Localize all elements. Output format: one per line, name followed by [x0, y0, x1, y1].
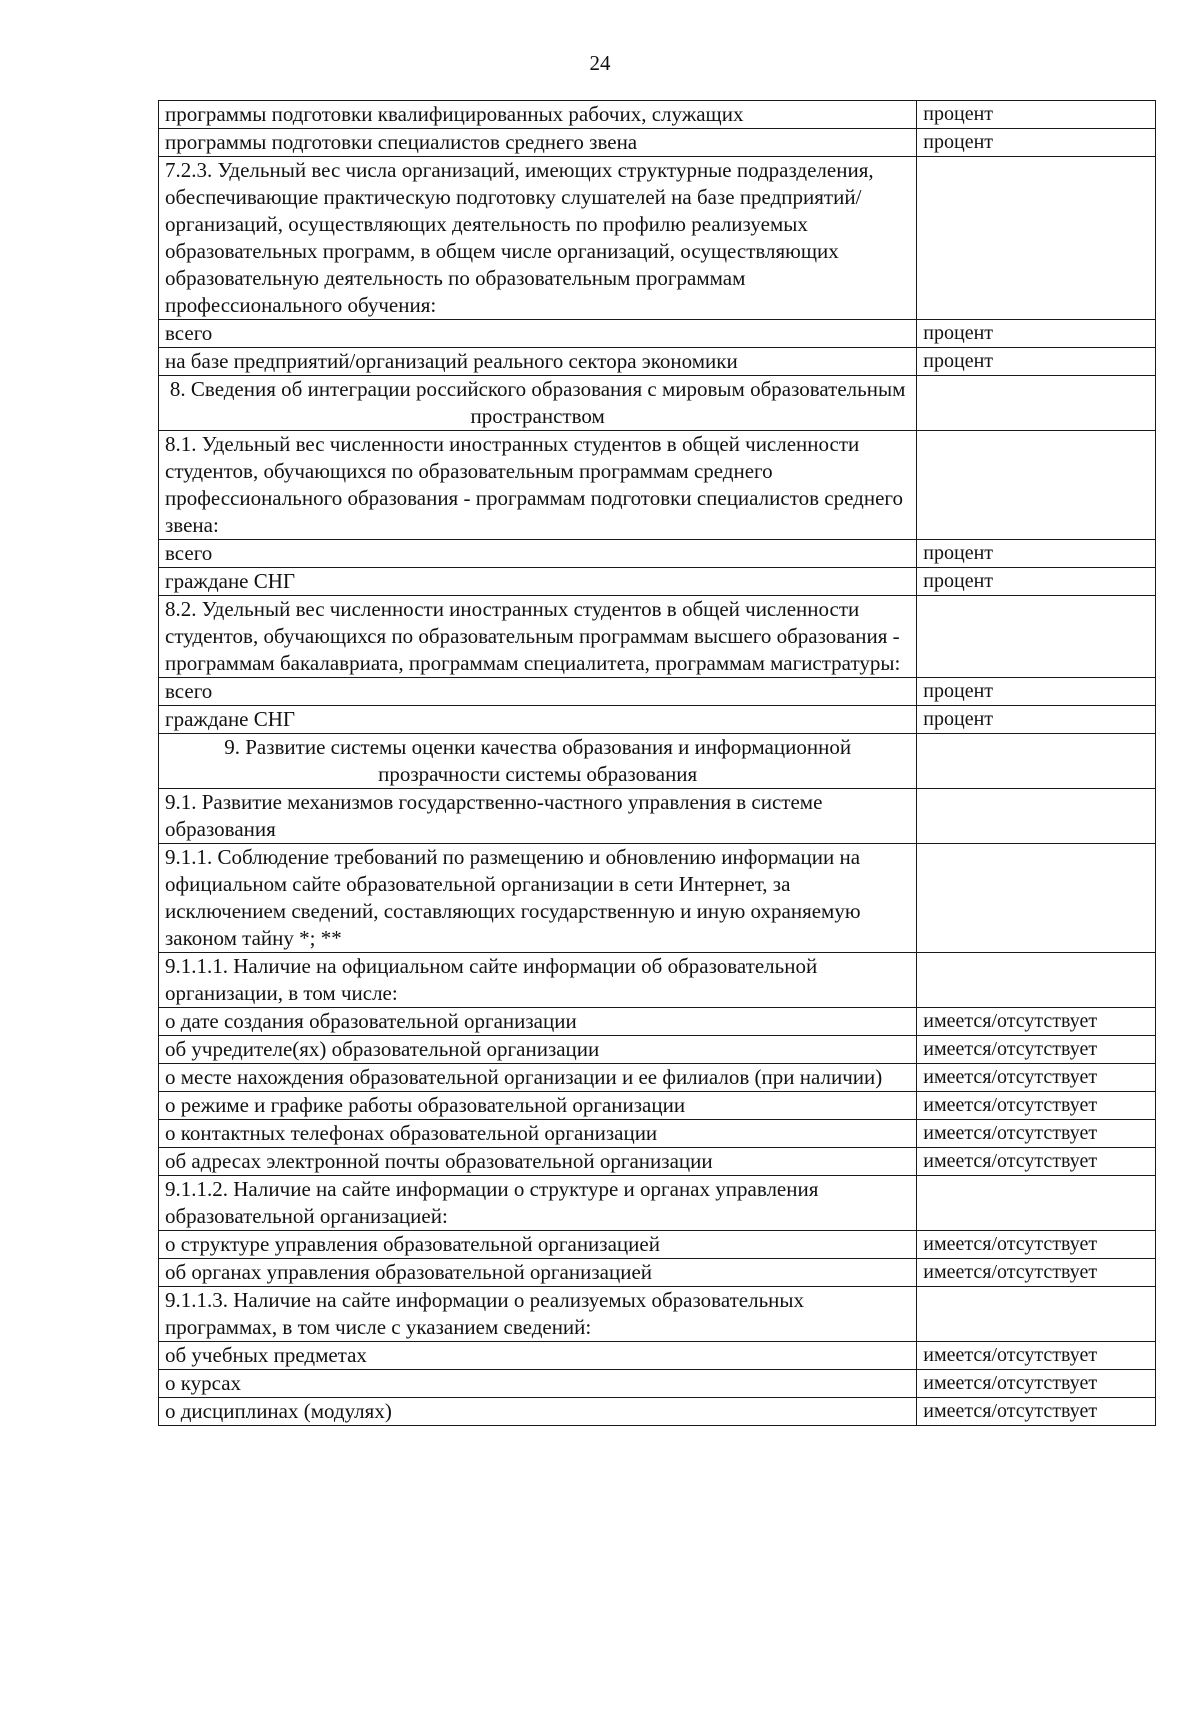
- table-row: [159, 1176, 1156, 1231]
- indicator-label-cell: программы подготовки квалифицированных рабочих, служащих: [159, 101, 917, 129]
- table-row: [159, 734, 1156, 789]
- indicator-label-cell: о режиме и графике работы образовательной организации: [159, 1092, 917, 1120]
- indicator-label-cell: 8.1. Удельный вес численности иностранных студентов в общей численности студентов, обучающихся по образовательным программам среднего профессионального образования - программам подготовки специалистов среднего звена:: [159, 431, 917, 540]
- unit-cell: процент: [917, 101, 1156, 129]
- table-row: [159, 101, 1156, 129]
- table-row: [159, 376, 1156, 431]
- unit-cell: [917, 596, 1156, 678]
- table-row: [159, 789, 1156, 844]
- indicator-label-cell: всего: [159, 678, 917, 706]
- table-row: [159, 1398, 1156, 1426]
- section-heading-cell: 9. Развитие системы оценки качества образования и информационной прозрачности системы образования: [159, 734, 917, 789]
- indicator-label-cell: о дисциплинах (модулях): [159, 1398, 917, 1426]
- unit-cell: процент: [917, 348, 1156, 376]
- indicator-label-cell: 9.1.1.3. Наличие на сайте информации о реализуемых образовательных программах, в том числе с указанием сведений:: [159, 1287, 917, 1342]
- table-row: [159, 540, 1156, 568]
- table-row: [159, 320, 1156, 348]
- indicator-label-cell: об адресах электронной почты образовательной организации: [159, 1148, 917, 1176]
- table-row: [159, 1064, 1156, 1092]
- indicator-label-cell: 9.1.1. Соблюдение требований по размещению и обновлению информации на официальном сайте образовательной организации в сети Интернет, за исключением сведений, составляющих государственную и иную охраняемую законом тайну *; **: [159, 844, 917, 953]
- table-row: [159, 1036, 1156, 1064]
- indicator-label-cell: о дате создания образовательной организации: [159, 1008, 917, 1036]
- unit-cell: [917, 157, 1156, 320]
- table-row: [159, 1342, 1156, 1370]
- table-row: [159, 1259, 1156, 1287]
- indicator-label-cell: об органах управления образовательной организацией: [159, 1259, 917, 1287]
- table-row: [159, 1370, 1156, 1398]
- unit-cell: [917, 844, 1156, 953]
- indicators-table-body: [159, 101, 1156, 1426]
- unit-cell: имеется/отсутствует: [917, 1231, 1156, 1259]
- table-row: [159, 1120, 1156, 1148]
- page-number: 24: [589, 51, 611, 75]
- table-row: [159, 568, 1156, 596]
- unit-cell: процент: [917, 320, 1156, 348]
- indicator-label-cell: об учебных предметах: [159, 1342, 917, 1370]
- unit-cell: имеется/отсутствует: [917, 1148, 1156, 1176]
- table-row: [159, 596, 1156, 678]
- indicator-label-cell: граждане СНГ: [159, 568, 917, 596]
- indicator-label-cell: всего: [159, 540, 917, 568]
- unit-cell: [917, 953, 1156, 1008]
- indicators-table: [158, 100, 1156, 1426]
- table-row: [159, 1008, 1156, 1036]
- unit-cell: имеется/отсутствует: [917, 1370, 1156, 1398]
- table-row: [159, 1148, 1156, 1176]
- table-row: [159, 706, 1156, 734]
- table-row: [159, 157, 1156, 320]
- unit-cell: [917, 734, 1156, 789]
- section-heading-cell: 8. Сведения об интеграции российского образования с мировым образовательным пространством: [159, 376, 917, 431]
- indicator-label-cell: о структуре управления образовательной организацией: [159, 1231, 917, 1259]
- unit-cell: имеется/отсутствует: [917, 1008, 1156, 1036]
- unit-cell: имеется/отсутствует: [917, 1120, 1156, 1148]
- indicator-label-cell: 9.1. Развитие механизмов государственно-частного управления в системе образования: [159, 789, 917, 844]
- unit-cell: имеется/отсутствует: [917, 1259, 1156, 1287]
- table-row: [159, 348, 1156, 376]
- unit-cell: имеется/отсутствует: [917, 1342, 1156, 1370]
- table-row: [159, 678, 1156, 706]
- table-row: [159, 844, 1156, 953]
- table-row: [159, 1231, 1156, 1259]
- table-row: [159, 1092, 1156, 1120]
- table-row: [159, 431, 1156, 540]
- indicator-label-cell: об учредителе(ях) образовательной организации: [159, 1036, 917, 1064]
- unit-cell: [917, 431, 1156, 540]
- indicator-label-cell: 9.1.1.2. Наличие на сайте информации о структуре и органах управления образовательной организацией:: [159, 1176, 917, 1231]
- table-row: [159, 1287, 1156, 1342]
- indicator-label-cell: о контактных телефонах образовательной организации: [159, 1120, 917, 1148]
- unit-cell: процент: [917, 568, 1156, 596]
- unit-cell: имеется/отсутствует: [917, 1036, 1156, 1064]
- unit-cell: имеется/отсутствует: [917, 1092, 1156, 1120]
- indicator-label-cell: 8.2. Удельный вес численности иностранных студентов в общей численности студентов, обучающихся по образовательным программам высшего образования - программам бакалавриата, программам специалитета, программам магистратуры:: [159, 596, 917, 678]
- unit-cell: [917, 1287, 1156, 1342]
- indicator-label-cell: 9.1.1.1. Наличие на официальном сайте информации об образовательной организации, в том числе:: [159, 953, 917, 1008]
- indicator-label-cell: о курсах: [159, 1370, 917, 1398]
- indicator-label-cell: о месте нахождения образовательной организации и ее филиалов (при наличии): [159, 1064, 917, 1092]
- unit-cell: [917, 1176, 1156, 1231]
- unit-cell: процент: [917, 706, 1156, 734]
- indicator-label-cell: всего: [159, 320, 917, 348]
- indicator-label-cell: 7.2.3. Удельный вес числа организаций, имеющих структурные подразделения, обеспечивающие практическую подготовку слушателей на базе предприятий/организаций, осуществляющих деятельность по профилю реализуемых образовательных программ, в общем числе организаций, осуществляющих образовательную деятельность по образовательным программам профессионального обучения:: [159, 157, 917, 320]
- table-row: [159, 953, 1156, 1008]
- unit-cell: [917, 789, 1156, 844]
- unit-cell: [917, 376, 1156, 431]
- unit-cell: имеется/отсутствует: [917, 1064, 1156, 1092]
- unit-cell: процент: [917, 678, 1156, 706]
- indicator-label-cell: программы подготовки специалистов среднего звена: [159, 129, 917, 157]
- unit-cell: процент: [917, 129, 1156, 157]
- unit-cell: процент: [917, 540, 1156, 568]
- unit-cell: имеется/отсутствует: [917, 1398, 1156, 1426]
- indicator-label-cell: граждане СНГ: [159, 706, 917, 734]
- table-row: [159, 129, 1156, 157]
- indicator-label-cell: на базе предприятий/организаций реального сектора экономики: [159, 348, 917, 376]
